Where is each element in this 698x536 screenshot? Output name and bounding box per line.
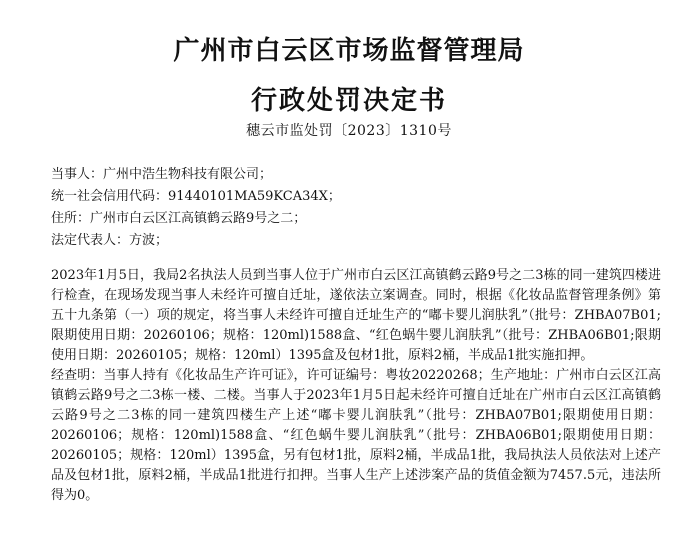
party-name: 当事人：广州中浩生物科技有限公司； <box>51 167 273 182</box>
party-address: 住所：广州市白云区江高镇鹤云路9号之二； <box>51 211 307 226</box>
party-legal-representative: 法定代表人：方波； <box>51 233 169 248</box>
party-credit-code: 统一社会信用代码：91440101MA59KCA34X； <box>51 189 341 204</box>
document-type-title: 行政处罚决定书 <box>250 86 447 116</box>
decision-body <box>51 266 661 506</box>
paragraph-findings: 经查明：当事人持有《化妆品生产许可证》，许可证编号：粤妆20220268；生产地址：广州市白云区江高镇鹤云路9号之二3栋一楼、二楼。当事人于2023年1月5日起未经许可擅自迁址在广州市白云区江高镇鹤云路9号之二3栋的同一建筑四楼生产上述“嘟卡婴儿润肤乳”（批号：ZHBA07B01;限期使用日期：20260106；规格：120ml)1588盒、“红色蜗牛婴儿润肤乳”（批号：ZHBA06B01;限期使用日期：20260105；规格：120ml）1395盒，另有包材1批，原料2桶，半成品1批，我局执法人员依法对上述产品及包材1批，原料2桶，半成品1批进行扣押。当事人生产上述涉案产品的货值金额为7457.5元，违法所得为0。 <box>51 368 661 503</box>
agency-title: 广州市白云区市场监督管理局 <box>173 36 525 66</box>
paragraph-inspection: 2023年1月5日，我局2名执法人员到当事人位于广州市白云区江高镇鹤云路9号之二3栋的同一建筑四楼进行检查，在现场发现当事人未经许可擅自迁址，遂依法立案调查。同时，根据《化妆品监督管理条例》第五十九条第（一）项的规定，将当事人未经许可擅自迁址生产的“嘟卡婴儿润肤乳”（批号：ZHBA07B01;限期使用日期：20260106；规格：120ml)1588盒、“红色蜗牛婴儿润肤乳”（批号：ZHBA06B01;限期使用日期：20260105；规格：120ml）1395盒及包材1批，原料2桶，半成品1批实施扣押。 <box>51 268 661 363</box>
party-info <box>51 164 671 252</box>
document-number: 穗云市监处罚〔2023〕1310号 <box>246 123 452 139</box>
